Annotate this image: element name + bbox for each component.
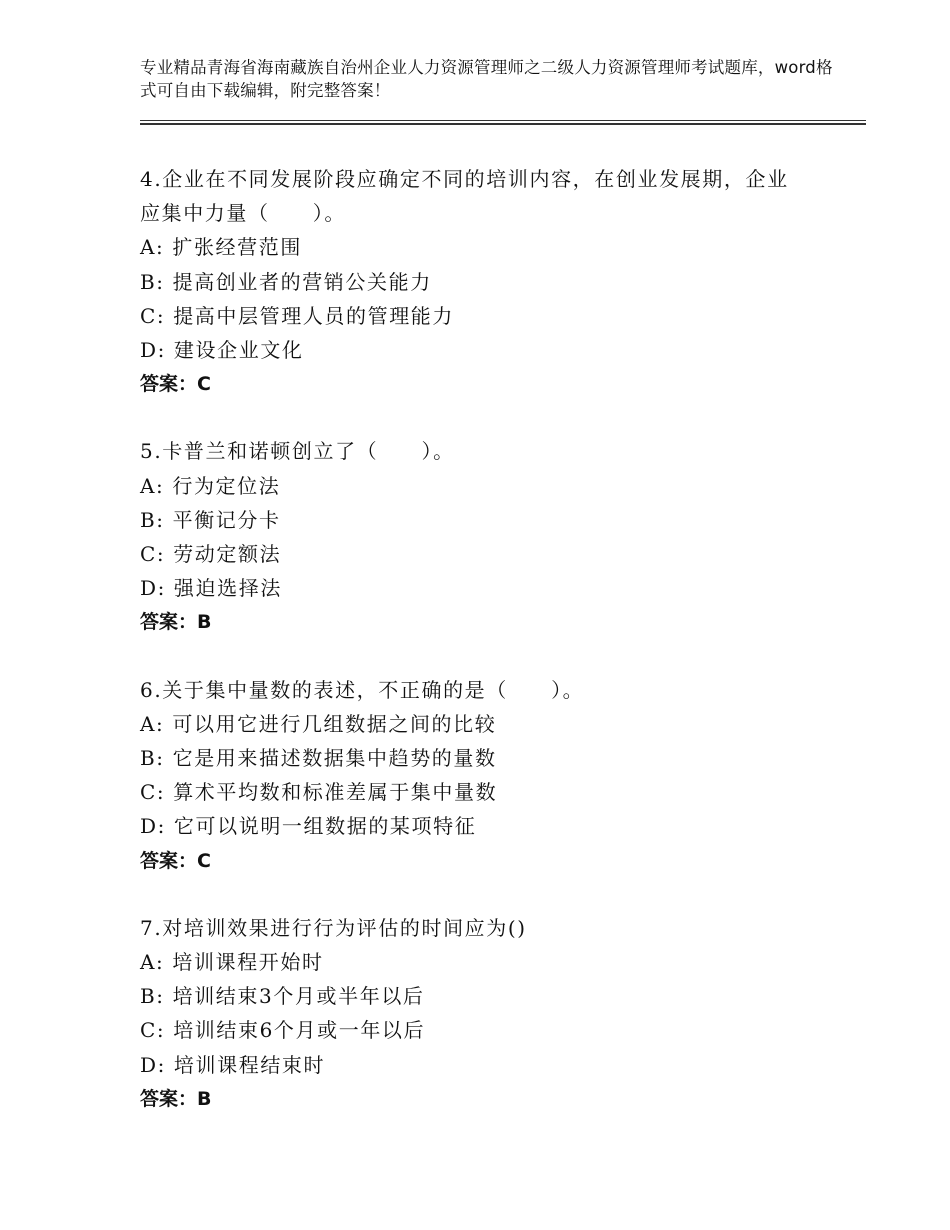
- option-d: D: 培训课程结束时: [140, 1052, 326, 1077]
- document-header: 专业精品青海省海南藏族自治州企业人力资源管理师之二级人力资源管理师考试题库，word格式可自由下载编辑，附完整答案！: [140, 58, 833, 100]
- question-stem: 6.关于集中量数的表述，不正确的是（ ）。: [140, 677, 585, 702]
- question-item: [140, 911, 840, 1116]
- question-item: [140, 673, 840, 878]
- question-stem: 7.对培训效果进行行为评估的时间应为(): [140, 915, 527, 940]
- option-b: B: 平衡记分卡: [140, 507, 281, 532]
- answer-text: 答案：C: [140, 849, 211, 872]
- answer-text: 答案：B: [140, 1087, 212, 1110]
- question-stem: 4.企业在不同发展阶段应确定不同的培训内容，在创业发展期，企业应集中力量（ ）。: [140, 167, 789, 226]
- option-c: C: 培训结束6个月或一年以后: [140, 1018, 426, 1043]
- option-d: D: 它可以说明一组数据的某项特征: [140, 814, 477, 839]
- question-stem: 5.卡普兰和诺顿创立了（ ）。: [140, 439, 455, 464]
- option-d: D: 建设企业文化: [140, 338, 304, 363]
- option-d: D: 强迫选择法: [140, 576, 282, 601]
- header-divider: [140, 120, 866, 125]
- option-c: C: 提高中层管理人员的管理能力: [140, 303, 454, 328]
- option-b: B: 培训结束3个月或半年以后: [140, 984, 425, 1009]
- option-a: A: 扩张经营范围: [140, 235, 302, 260]
- option-b: B: 它是用来描述数据集中趋势的量数: [140, 746, 497, 771]
- option-b: B: 提高创业者的营销公关能力: [140, 269, 432, 294]
- question-item: [140, 162, 840, 401]
- option-a: A: 可以用它进行几组数据之间的比较: [140, 711, 497, 736]
- option-a: A: 培训课程开始时: [140, 950, 324, 975]
- question-item: [140, 434, 840, 639]
- option-c: C: 算术平均数和标准差属于集中量数: [140, 780, 498, 805]
- option-c: C: 劳动定额法: [140, 542, 282, 567]
- question-list: [140, 162, 840, 1149]
- option-a: A: 行为定位法: [140, 473, 281, 498]
- answer-text: 答案：B: [140, 611, 212, 634]
- answer-text: 答案：C: [140, 373, 211, 396]
